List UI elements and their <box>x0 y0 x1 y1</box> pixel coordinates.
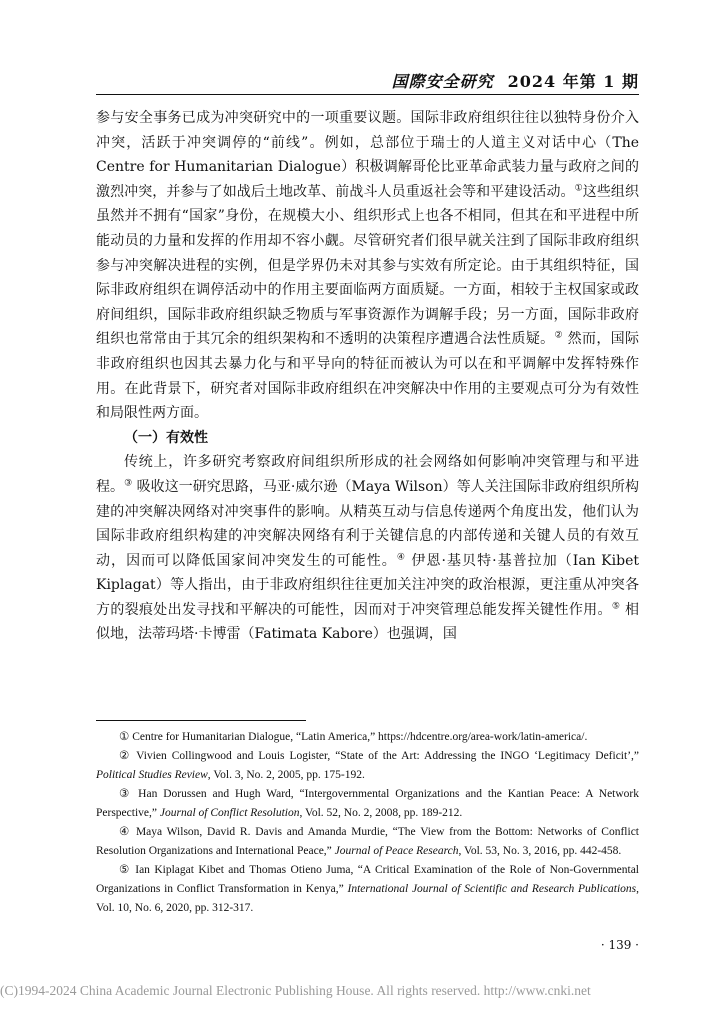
footnotes <box>96 728 639 918</box>
paragraph-2-part-1: 传统上，许多研究考察政府间组织所形成的社会网络如何影响冲突管理与和平进程。 <box>96 454 639 495</box>
paragraph-1 <box>96 106 639 426</box>
footnote-ref-2[interactable]: ② <box>554 330 563 341</box>
footnote-4-marker: ④ <box>119 826 132 838</box>
footnote-5-text: Ian Kiplagat Kibet and Thomas Otieno Juma, “A Critical Examination of the Role of Non-Governmental Organizations in Conflict Transformation in Kenya,” <box>96 864 639 895</box>
footnote-2 <box>96 747 639 785</box>
footnote-3 <box>96 785 639 823</box>
paragraph-2 <box>96 450 639 647</box>
footnote-3-details: , Vol. 52, No. 2, 2008, pp. 189-212. <box>299 807 463 819</box>
footnote-ref-4[interactable]: ④ <box>396 552 406 563</box>
paragraph-2-part-3: 伊恩·基贝特·基普拉加（Ian Kibet Kiplagat）等人指出，由于非政府组织往往更加关注冲突的政治根源，更注重从冲突各方的裂痕处出发寻找和平解决的可能性，因而对于冲突管理总能发挥关键性作用。 <box>96 552 639 618</box>
section-subheading: （一）有效性 <box>124 429 208 446</box>
footnote-4-text: Maya Wilson, David R. Davis and Amanda Murdie, “The View from the Bottom: Networks of Conflict Resolution Organizations and International Peace,” <box>96 826 639 857</box>
running-header <box>96 68 639 92</box>
footnote-5-details: , Vol. 10, No. 6, 2020, pp. 312-317. <box>96 883 639 914</box>
footnote-5-marker: ⑤ <box>119 864 131 876</box>
footnote-1-text: Centre for Humanitarian Dialogue, “Latin America,” https://hdcentre.org/area-work/latin-america/. <box>132 731 588 743</box>
footnote-ref-5[interactable]: ⑤ <box>611 601 621 612</box>
footnote-ref-1[interactable]: ① <box>574 183 583 194</box>
footnote-3-text: Han Dorussen and Hugh Ward, “Intergovernmental Organizations and the Kantian Peace: A Network Perspective,” <box>96 788 640 819</box>
paragraph-1-part-1: 参与安全事务已成为冲突研究中的一项重要议题。国际非政府组织往往以独特身份介入冲突，活跃于冲突调停的“前线”。例如，总部位于瑞士的人道主义对话中心（The Centre for Humanitarian Dialogue）积极调解哥伦比亚革命武装力量与政府之间的激烈冲突，并参与了如战后土地改革、前战斗人员重返社会等和平建设活动。 <box>96 110 639 200</box>
paragraph-2-part-2: 吸收这一研究思路，马亚·威尔逊（Maya Wilson）等人关注国际非政府组织所构建的冲突解决网络对冲突事件的影响。从精英互动与信息传递两个角度出发，他们认为国际非政府组织构建的冲突解决网络有利于关键信息的内部传递和关键人员的有效互动，因而可以降低国家间冲突发生的可能性。 <box>96 478 640 569</box>
footnote-2-journal: Political Studies Review <box>96 769 208 781</box>
footnote-5 <box>96 861 639 918</box>
footnote-1-marker: ① <box>119 731 130 743</box>
footnote-4-journal: Journal of Peace Research <box>334 845 459 857</box>
paragraph-1-part-3: 然而，国际非政府组织也因其去暴力化与和平导向的特征而被认为可以在和平调解中发挥特殊作用。在此背景下，研究者对国际非政府组织在冲突解决中作用的主要观点可分为有效性和局限性两方面。 <box>96 331 639 422</box>
paragraph-1-part-2: 这些组织虽然并不拥有“国家”身份，在规模大小、组织形式上也各不相同，但其在和平进程中所能动员的力量和发挥的作用却不容小觑。尽管研究者们很早就关注到了国际非政府组织参与冲突解决进程的实例，但是学界仍未对其参与实效有所定论。由于其组织特征，国际非政府组织在调停活动中的作用主要面临两方面质疑。一方面，相较于主权国家或政府间组织，国际非政府组织缺乏物质与军事资源作为调解手段；另一方面，国际非政府组织也常常由于其冗余的组织架构和不透明的决策程序遭遇合法性质疑。 <box>96 183 640 348</box>
footnote-4-details: , Vol. 53, No. 3, 2016, pp. 442-458. <box>458 845 622 857</box>
journal-title: 国際安全研究 <box>391 71 494 91</box>
footnote-2-text: Vivien Collingwood and Louis Logister, “State of the Art: Addressing the INGO ‘Legitimacy Deficit’,” <box>136 750 640 762</box>
footnote-rule <box>96 720 306 721</box>
footnote-4 <box>96 823 639 861</box>
issue-label: 2024 年第 1 期 <box>507 71 639 91</box>
page-number: · 139 · <box>600 938 639 952</box>
body-text <box>96 106 639 647</box>
footnote-3-journal: Journal of Conflict Resolution <box>159 807 300 819</box>
footnote-ref-3[interactable]: ③ <box>124 478 133 489</box>
footnote-2-details: , Vol. 3, No. 2, 2005, pp. 175-192. <box>207 769 365 781</box>
paragraph-2-part-4: 相似地，法蒂玛塔·卡博雷（Fatimata Kabore）也强调，国 <box>96 601 639 643</box>
footnote-2-marker: ② <box>119 750 132 762</box>
footnote-5-journal: International Journal of Scientific and Research Publications <box>347 883 637 895</box>
footnote-1 <box>96 728 639 747</box>
header-rule <box>96 94 639 95</box>
footnote-3-marker: ③ <box>119 788 133 800</box>
copyright-line: (C)1994-2024 China Academic Journal Electronic Publishing House. All rights reserved. http://www.cnki.net <box>0 983 591 998</box>
